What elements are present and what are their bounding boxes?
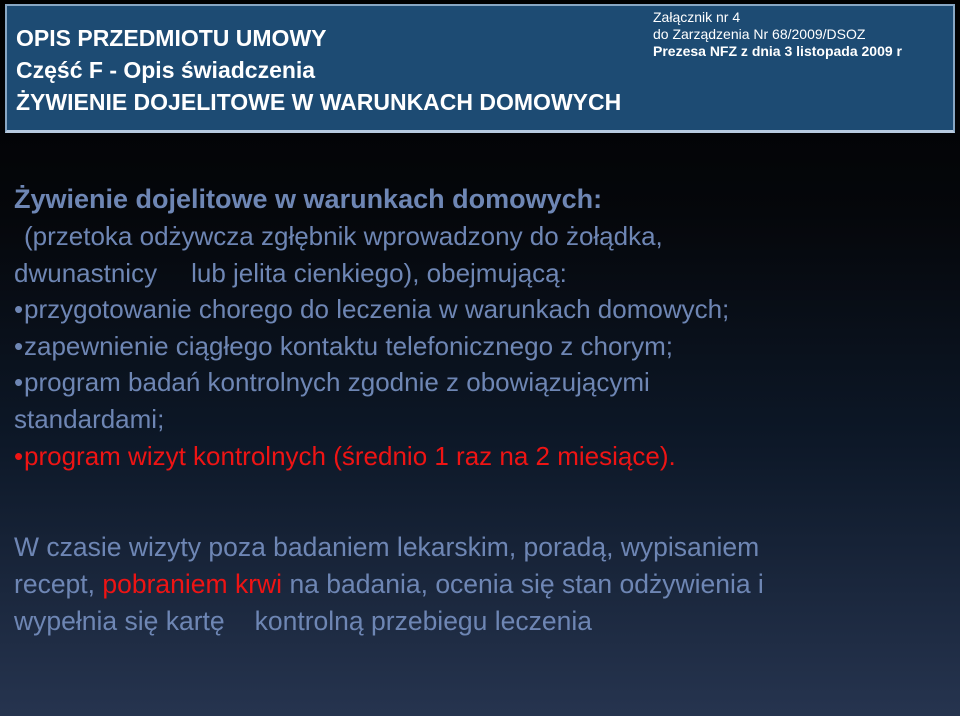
annex-line-3: Prezesa NFZ z dnia 3 listopada 2009 r — [653, 43, 902, 59]
title-block — [16, 22, 621, 118]
bullet-text: program wizyt kontrolnych (średnio 1 raz na 2 miesiące). — [24, 440, 676, 471]
title-line-2: Część F - Opis świadczenia — [16, 57, 316, 83]
intro-line-2-part-a: dwunastnicy — [14, 257, 158, 288]
paragraph-line-3 — [14, 603, 954, 640]
intro-line-2-part-b: lub jelita cienkiego), obejmującą: — [191, 257, 567, 288]
annex-line-2: do Zarządzenia Nr 68/2009/DSOZ — [653, 26, 866, 42]
bullet-item-1 — [14, 291, 944, 328]
paragraph-line-2-part-b: na badania, ocenia się stan odżywienia i — [282, 569, 764, 599]
bullet-icon: • — [14, 367, 24, 398]
title-line-1: OPIS PRZEDMIOTU UMOWY — [16, 25, 327, 51]
bullet-text: program badań kontrolnych zgodnie z obowiązującymi — [24, 367, 650, 398]
highlight-blood-sampling: pobraniem krwi — [102, 569, 283, 599]
content-block — [14, 183, 944, 474]
bullet-icon: • — [14, 330, 24, 361]
bullet-item-4 — [14, 438, 944, 475]
bullet-item-2 — [14, 328, 944, 365]
paragraph-line-2-part-a: recept, — [14, 569, 103, 599]
annex-note — [653, 9, 902, 60]
bullet-item-3 — [14, 364, 944, 401]
paragraph-line-2 — [14, 566, 954, 603]
paragraph-line-3-part-b: kontrolną przebiegu leczenia — [254, 606, 592, 636]
bullet-text: przygotowanie chorego do leczenia w warunkach domowych; — [24, 294, 730, 325]
section-heading: Żywienie dojelitowe w warunkach domowych: — [14, 184, 603, 214]
paragraph-line-3-part-a: wypełnia się kartę — [14, 606, 225, 636]
intro-line-2 — [14, 255, 944, 292]
intro-line-1: (przetoka odżywcza zgłębnik wprowadzony do żołądka, — [24, 221, 663, 251]
bullet-icon: • — [14, 294, 24, 325]
paragraph-line-1: W czasie wizyty poza badaniem lekarskim, poradą, wypisaniem — [14, 532, 760, 562]
title-line-3: ŻYWIENIE DOJELITOWE W WARUNKACH DOMOWYCH — [16, 89, 622, 115]
bullet-text: zapewnienie ciągłego kontaktu telefonicznego z chorym; — [24, 330, 673, 361]
visit-paragraph — [14, 529, 954, 640]
bullet-item-3-continuation: standardami; — [14, 403, 165, 434]
annex-line-1: Załącznik nr 4 — [653, 9, 741, 25]
bullet-icon: • — [14, 440, 24, 471]
header-banner — [5, 4, 955, 133]
